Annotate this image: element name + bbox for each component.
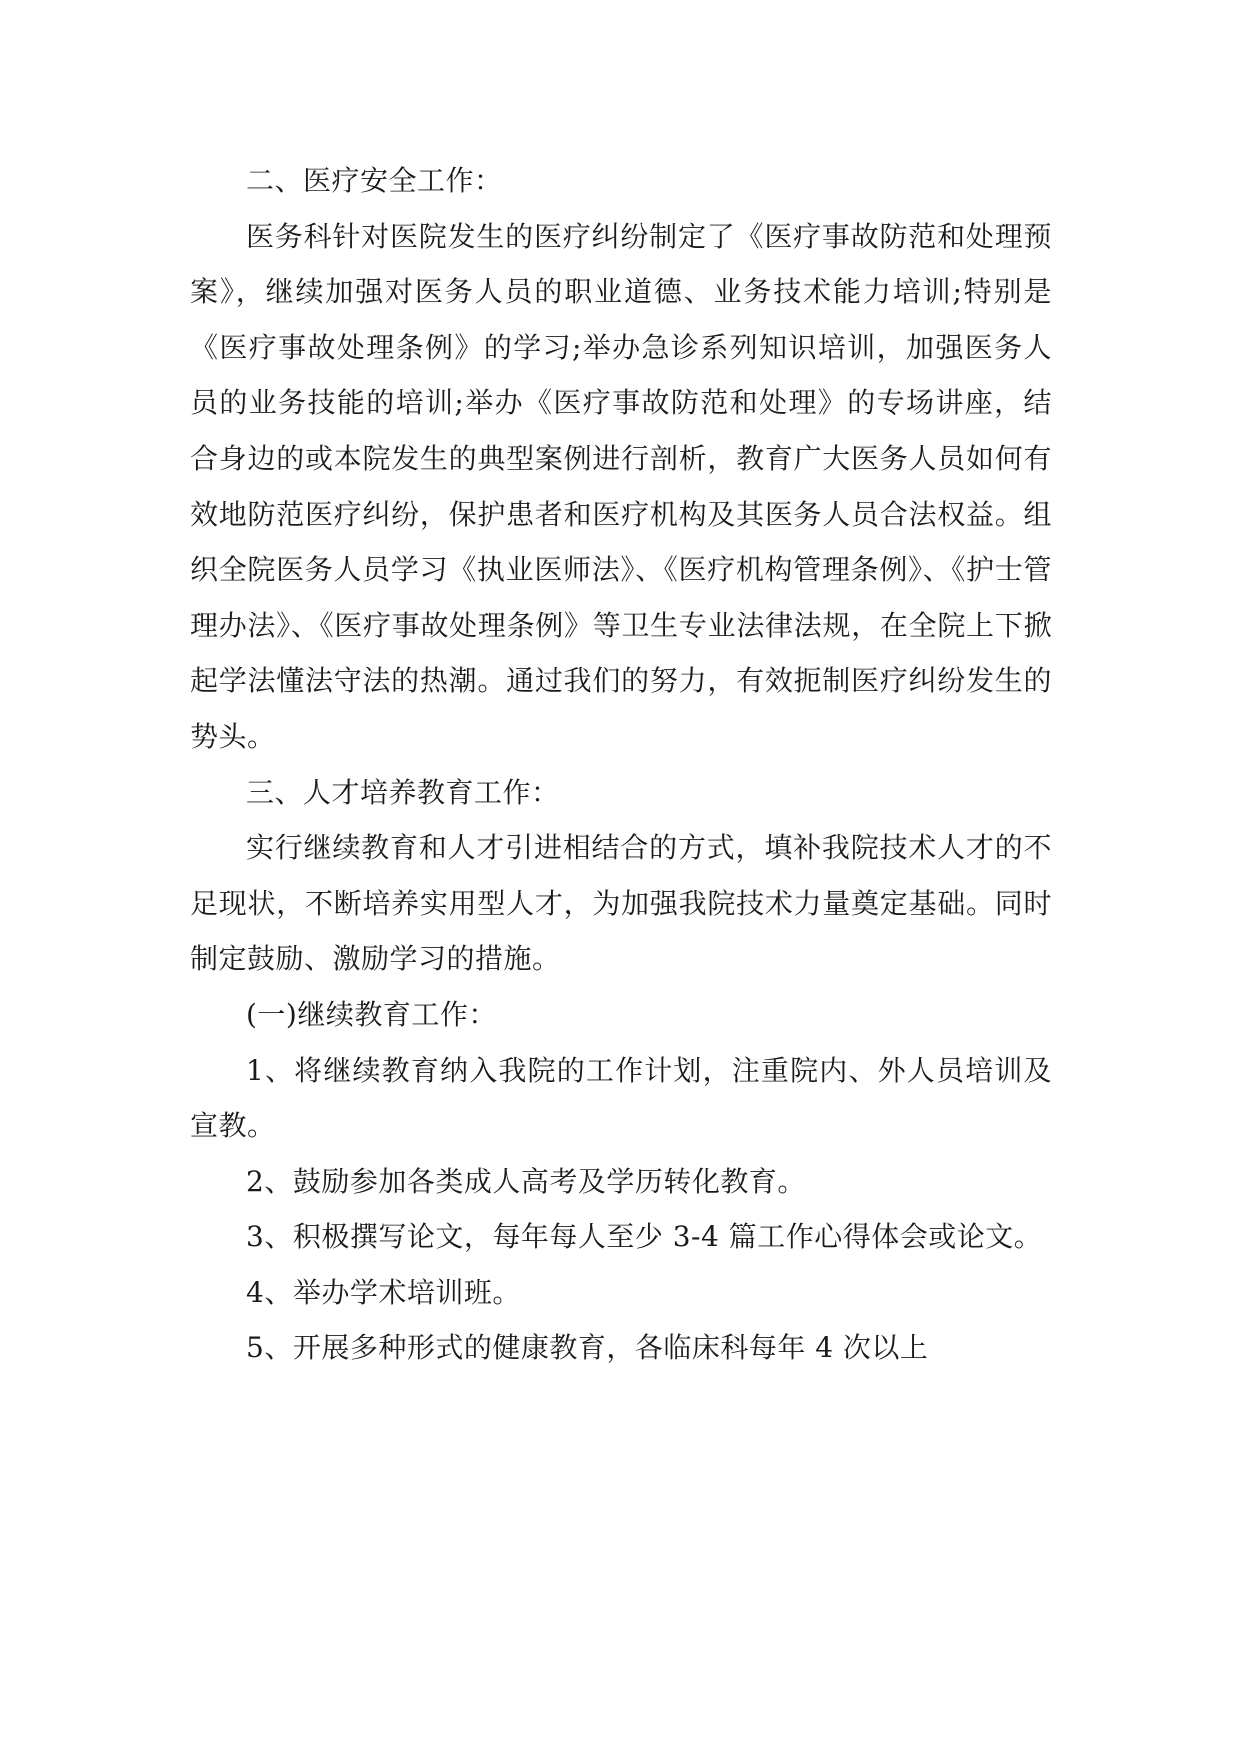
- medical-safety-paragraph: 医务科针对医院发生的医疗纠纷制定了《医疗事故防范和处理预案》，继续加强对医务人员的职业道德、业务技术能力培训;特别是《医疗事故处理条例》的学习;举办急诊系列知识培训，加强医务人员的业务技能的培训;举办《医疗事故防范和处理》的专场讲座，结合身边的或本院发生的典型案例进行剖析，教育广大医务人员如何有效地防范医疗纠纷，保护患者和医疗机构及其医务人员合法权益。组织全院医务人员学习《执业医师法》、《医疗机构管理条例》、《护士管理办法》、《医疗事故处理条例》等卫生专业法律法规，在全院上下掀起学法懂法守法的热潮。通过我们的努力，有效扼制医疗纠纷发生的势头。: [190, 219, 1052, 753]
- list-item-3: 3、积极撰写论文，每年每人至少 3-4 篇工作心得体会或论文。: [246, 1220, 1043, 1254]
- list-item-4: 4、举办学术培训班。: [246, 1275, 521, 1309]
- section-heading-talent-training: 三、人才培养教育工作：: [246, 775, 560, 809]
- section-heading-medical-safety: 二、医疗安全工作：: [246, 164, 503, 197]
- list-item-5: 5、开展多种形式的健康教育，各临床科每年 4 次以上: [246, 1331, 929, 1365]
- list-item-1: 1、将继续教育纳入我院的工作计划，注重院内、外人员培训及宣教。: [190, 1053, 1052, 1143]
- talent-training-paragraph: 实行继续教育和人才引进相结合的方式，填补我院技术人才的不足现状，不断培养实用型人才，为加强我院技术力量奠定基础。同时制定鼓励、激励学习的措施。: [190, 831, 1052, 976]
- subsection-heading-continuing-education: (一)继续教育工作：: [246, 997, 497, 1031]
- list-item-2: 2、鼓励参加各类成人高考及学历转化教育。: [246, 1164, 806, 1198]
- document-body: [190, 153, 1052, 1376]
